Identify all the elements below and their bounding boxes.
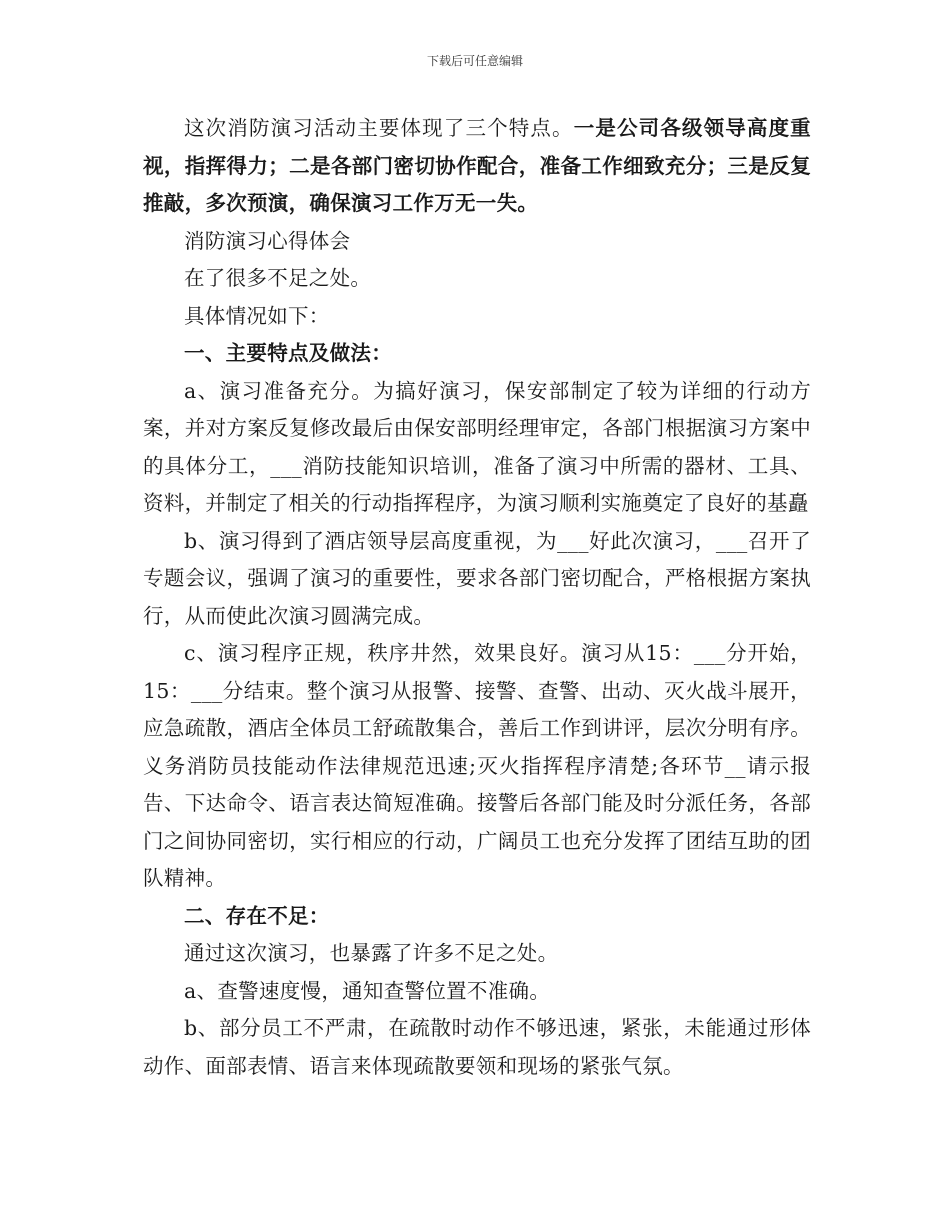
document-body (143, 110, 811, 1085)
paragraph-item-a: a、演习准备充分。为搞好演习，保安部制定了较为详细的行动方案，并对方案反复修改最后由保安部明经理审定，各部门根据演习方案中的具体分工，___消防技能知识培训，准备了演习中所需的器材、工具、资料，并制定了相关的行动指挥程序，为演习顺利实施奠定了良好的基矗 (143, 378, 811, 515)
page-header: 下载后可任意编辑 (426, 54, 523, 68)
paragraph-details-intro: 具体情况如下： (184, 303, 330, 328)
section-heading-main-features: 一、主要特点及做法： (184, 341, 392, 365)
paragraph-shortcoming-b: b、部分员工不严肃，在疏散时动作不够迅速，紧张，未能通过形体动作、面部表情、语言来体现疏散要领和现场的紧张气氛。 (143, 1016, 811, 1078)
section-heading-shortcomings: 二、存在不足： (184, 903, 330, 928)
paragraph-item-b: b、演习得到了酒店领导层高度重视，为___好此次演习，___召开了专题会议，强调了演习的重要性，要求各部门密切配合，严格根据方案执行，从而使此次演习圆满完成。 (143, 528, 811, 628)
paragraph-shortcomings-intro: 通过这次演习，也暴露了许多不足之处。 (184, 941, 559, 965)
paragraph-features-intro: 这次消防演习活动主要体现了三个特点。 (184, 116, 574, 140)
paragraph-item-c: c、演习程序正规，秩序井然，效果良好。演习从15：___分开始，15：___分结束。整个演习从报警、接警、查警、出动、灭火战斗展开，应急疏散，酒店全体员工舒疏散集合，善后工作到讲评，层次分明有序。义务消防员技能动作法律规范迅速;灭火指挥程序清楚;各环节__请示报告、下达命令、语言表达简短准确。接警后各部门能及时分派任务，各部门之间协同密切，实行相应的行动，广阔员工也充分发挥了团结互助的团队精神。 (143, 641, 811, 890)
paragraph-features-bold: 一是公司各级领导高度重视，指挥得力；二是各部门密切协作配合，准备工作细致充分；三是反复推敲，多次预演，确保演习工作万无一失。 (143, 116, 811, 215)
paragraph-fragment: 在了很多不足之处。 (184, 266, 372, 290)
paragraph-shortcoming-a: a、查警速度慢，通知查警位置不准确。 (184, 978, 551, 1003)
paragraph-subtitle: 消防演习心得体会 (184, 228, 351, 253)
paragraph-features (143, 110, 811, 223)
